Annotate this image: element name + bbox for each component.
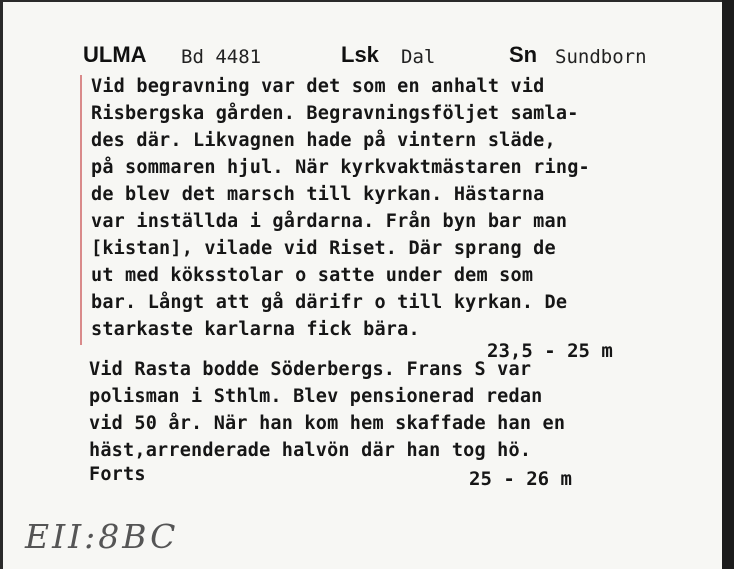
text-line: [kistan], vilade vid Riset. Där sprang de (91, 238, 556, 259)
text-line: vid 50 år. När han kom hem skaffade han en (89, 413, 566, 434)
text-line: starkaste karlarna fick bära. (91, 319, 420, 340)
margin-rule (80, 75, 82, 345)
text-line: polisman i Sthlm. Blev pensionerad redan (89, 386, 543, 407)
card-header (83, 42, 683, 72)
text-line: var inställda i gårdarna. Från byn bar man (91, 211, 568, 232)
text-line: Risbergska gården. Begravningsföljet samla- (91, 103, 579, 124)
measurement-1: 23,5 - 25 m (487, 340, 613, 362)
socken-value: Sundborn (555, 46, 647, 68)
text-line: de blev det marsch till kyrkan. Hästarna (91, 184, 545, 205)
socken-label: Sn (509, 42, 538, 67)
text-line: des där. Likvagnen hade på vintern släde, (91, 130, 556, 151)
text-line: ut med köksstolar o satte under dem som (91, 265, 534, 286)
text-line: Vid Rasta bodde Söderbergs. Frans S var (89, 359, 532, 380)
volume-number: Bd 4481 (181, 46, 262, 68)
collection-title: ULMA (83, 42, 147, 67)
scan-edge (722, 0, 734, 569)
text-line: häst,arrenderade halvön där han tog hö. (89, 440, 532, 461)
text-line: Vid begravning var det som en anhalt vid (91, 76, 545, 97)
landskap-value: Dal (401, 46, 436, 68)
archive-signum: EII:8BC (25, 517, 179, 556)
text-line: bar. Långt att gå därifr o till kyrkan. De (91, 292, 568, 313)
text-line: Forts (89, 464, 146, 485)
landskap-label: Lsk (341, 42, 379, 67)
text-line: på sommaren hjul. När kyrkvaktmästaren ring- (91, 157, 590, 178)
measurement-2: 25 - 26 m (469, 468, 572, 490)
